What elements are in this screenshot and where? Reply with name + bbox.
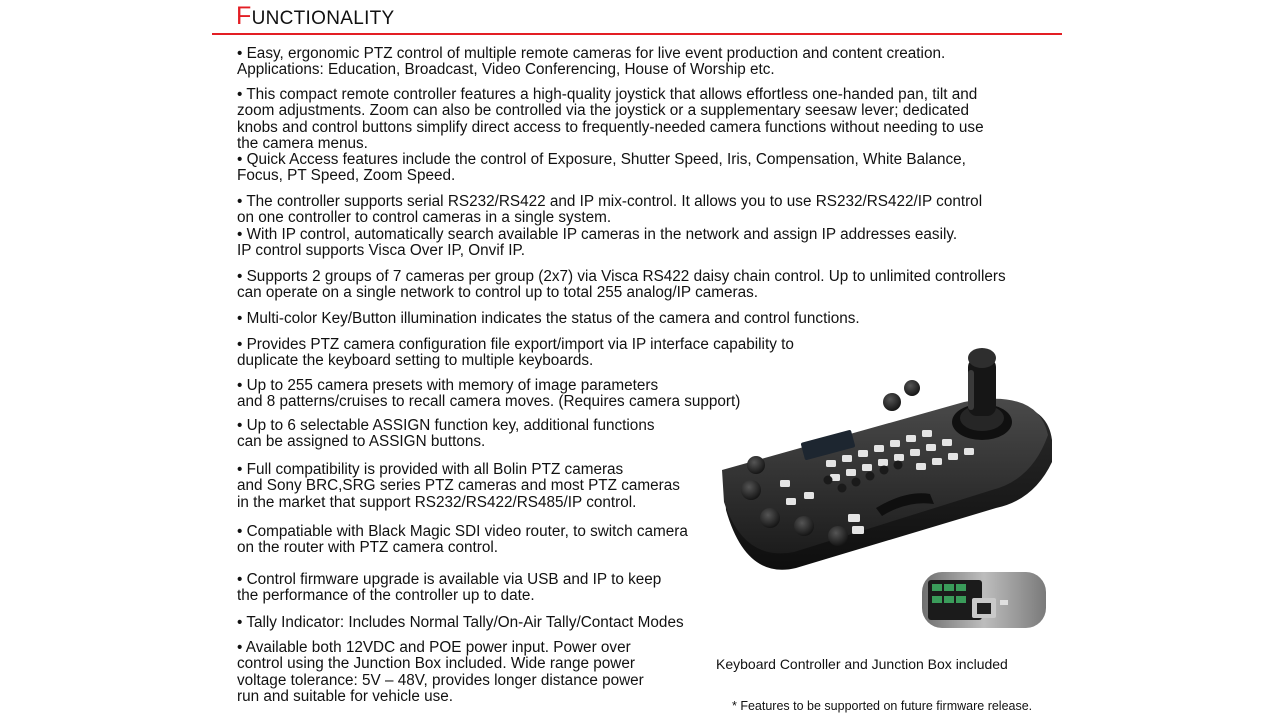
feature-bullet-tally: • Tally Indicator: Includes Normal Tally/On-Air Tally/Contact Modes [237,614,684,631]
junction-box [922,572,1046,628]
feature-bullet-ip-mix-control: • The controller supports serial RS232/RS422 and IP mix-control. It allows you to use RS232/RS422/IP control on one controller to control cameras in a single system. • With IP control, automatically search available IP cameras in the network and assign IP addresses easily. IP control supports Visca Over IP, Onvif IP. [237,193,983,259]
keyboard-controller [722,348,1052,570]
feature-bullet-daisy-chain: • Supports 2 groups of 7 cameras per group (2x7) via Visca RS422 daisy chain control. Up to unlimited controllers can operate on a single network to control up to total 255 analog/IP cameras. [237,268,1006,302]
feature-bullet-joystick: • This compact remote controller features a high-quality joystick that allows effortless one-handed pan, tilt and zoom adjustments. Zoom can also be controlled via the joystick or a supplementary seesaw lever; dedicated knobs and control buttons simplify direct access to frequently-needed camera functions without needing to use the camera menus. • Quick Access features include the control of Exposure, Shutter Speed, Iris, Compensation, White Balance, Focus, PT Speed, Zoom Speed. [237,86,984,185]
feature-bullet-presets: • Up to 255 camera presets with memory of image parameters and 8 patterns/cruises to recall camera moves. (Requires camera support) [237,377,741,411]
product-photo [716,330,1062,650]
feature-bullet-compatibility: • Full compatibility is provided with all Bolin PTZ cameras and Sony BRC,SRG series PTZ cameras and most PTZ cameras in the market that support RS232/RS422/RS485/IP control. [237,461,680,511]
title-divider [212,33,1062,35]
section-title-rest: UNCTIONALITY [251,8,395,29]
feature-bullet-power: • Available both 12VDC and POE power input. Power over control using the Junction Box included. Wide range power voltage tolerance: 5V – 48V, provides longer distance power run and suitable for vehicle use. [237,639,644,705]
feature-bullet-sdi-router: • Compatiable with Black Magic SDI video router, to switch camera on the router with PTZ camera control. [237,523,688,557]
feature-bullet-illumination: • Multi-color Key/Button illumination indicates the status of the camera and control functions. [237,310,860,327]
product-caption: Keyboard Controller and Junction Box included [716,656,1008,672]
feature-bullet-firmware: • Control firmware upgrade is available via USB and IP to keep the performance of the controller up to date. [237,571,662,605]
footnote: * Features to be supported on future firmware release. [732,699,1033,713]
feature-bullet-config-export: • Provides PTZ camera configuration file export/import via IP interface capability to duplicate the keyboard setting to multiple keyboards. [237,336,794,370]
section-title [236,2,395,31]
section-title-initial: F [236,2,252,30]
feature-bullet-ptz-control: • Easy, ergonomic PTZ control of multiple remote cameras for live event production and content creation. Applications: Education, Broadcast, Video Conferencing, House of Worship etc. [237,45,946,79]
feature-bullet-assign-keys: • Up to 6 selectable ASSIGN function key, additional functions can be assigned to ASSIGN buttons. [237,417,655,451]
